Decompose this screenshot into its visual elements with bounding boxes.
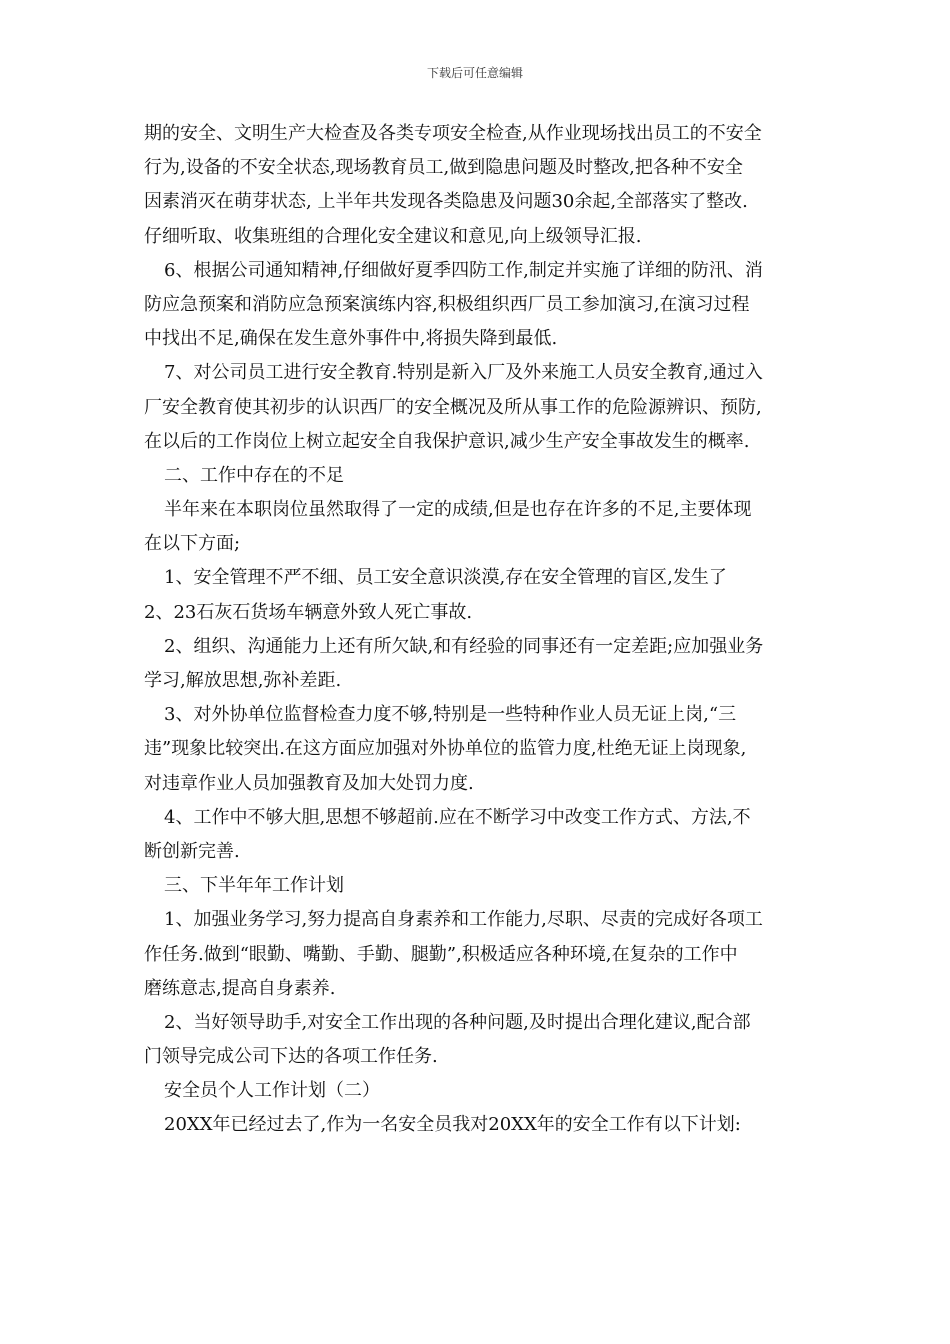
text-line: 门领导完成公司下达的各项工作任务.	[144, 1046, 438, 1068]
text-line: 1、加强业务学习,努力提高自身素养和工作能力,尽职、尽责的完成好各项工	[164, 909, 763, 931]
download-note: 下载后可任意编辑	[426, 66, 523, 80]
text-line: 对违章作业人员加强教育及加大处罚力度.	[144, 772, 474, 794]
section-heading: 三、下半年年工作计划	[164, 875, 344, 897]
text-line: 3、对外协单位监督检查力度不够,特别是一些特种作业人员无证上岗,“三	[164, 704, 737, 726]
text-line: 6、根据公司通知精神,仔细做好夏季四防工作,制定并实施了详细的防汛、消	[164, 259, 763, 281]
text-line: 作任务.做到“眼勤、嘴勤、手勤、腿勤”,积极适应各种环境,在复杂的工作中	[144, 943, 738, 965]
document-body	[144, 117, 809, 1143]
text-line: 学习,解放思想,弥补差距.	[144, 670, 342, 691]
text-line: 4、工作中不够大胆,思想不够超前.应在不断学习中改变工作方式、方法,不	[164, 806, 751, 828]
text-line: 在以后的工作岗位上树立起安全自我保护意识,减少生产安全事故发生的概率.	[144, 430, 750, 452]
text-line: 7、对公司员工进行安全教育.特别是新入厂及外来施工人员安全教育,通过入	[164, 362, 763, 384]
text-line: 中找出不足,确保在发生意外事件中,将损失降到最低.	[144, 328, 558, 350]
text-line: 因素消灭在萌芽状态, 上半年共发现各类隐患及问题30余起,全部落实了整改.	[144, 191, 748, 213]
text-line: 厂安全教育使其初步的认识西厂的安全概况及所从事工作的危险源辨识、预防,	[144, 396, 762, 418]
text-line: 期的安全、文明生产大检查及各类专项安全检查,从作业现场找出员工的不安全	[144, 123, 762, 144]
text-line: 20XX年已经过去了,作为一名安全员我对20XX年的安全工作有以下计划:	[164, 1114, 741, 1136]
text-line: 半年来在本职岗位虽然取得了一定的成绩,但是也存在许多的不足,主要体现	[164, 499, 752, 521]
text-line: 1、安全管理不严不细、员工安全意识淡漠,存在安全管理的盲区,发生了	[164, 567, 727, 589]
text-line: 在以下方面;	[144, 533, 241, 555]
text-line: 磨练意志,提高自身素养.	[144, 977, 336, 999]
text-line: 2、组织、沟通能力上还有所欠缺,和有经验的同事还有一定差距;应加强业务	[164, 635, 764, 657]
text-line: 违”现象比较突出.在这方面应加强对外协单位的监管力度,杜绝无证上岗现象,	[144, 738, 747, 760]
section-heading: 安全员个人工作计划（二）	[164, 1080, 380, 1102]
text-line: 2、23石灰石货场车辆意外致人死亡事故.	[144, 601, 473, 623]
text-line: 防应急预案和消防应急预案演练内容,积极组织西厂员工参加演习,在演习过程	[144, 293, 750, 315]
text-line: 仔细听取、收集班组的合理化安全建议和意见,向上级领导汇报.	[144, 225, 642, 247]
text-line: 行为,设备的不安全状态,现场教育员工,做到隐患问题及时整改,把各种不安全	[144, 157, 743, 179]
text-line: 2、当好领导助手,对安全工作出现的各种问题,及时提出合理化建议,配合部	[164, 1011, 751, 1033]
section-heading: 二、工作中存在的不足	[164, 464, 344, 486]
text-line: 断创新完善.	[144, 840, 240, 862]
